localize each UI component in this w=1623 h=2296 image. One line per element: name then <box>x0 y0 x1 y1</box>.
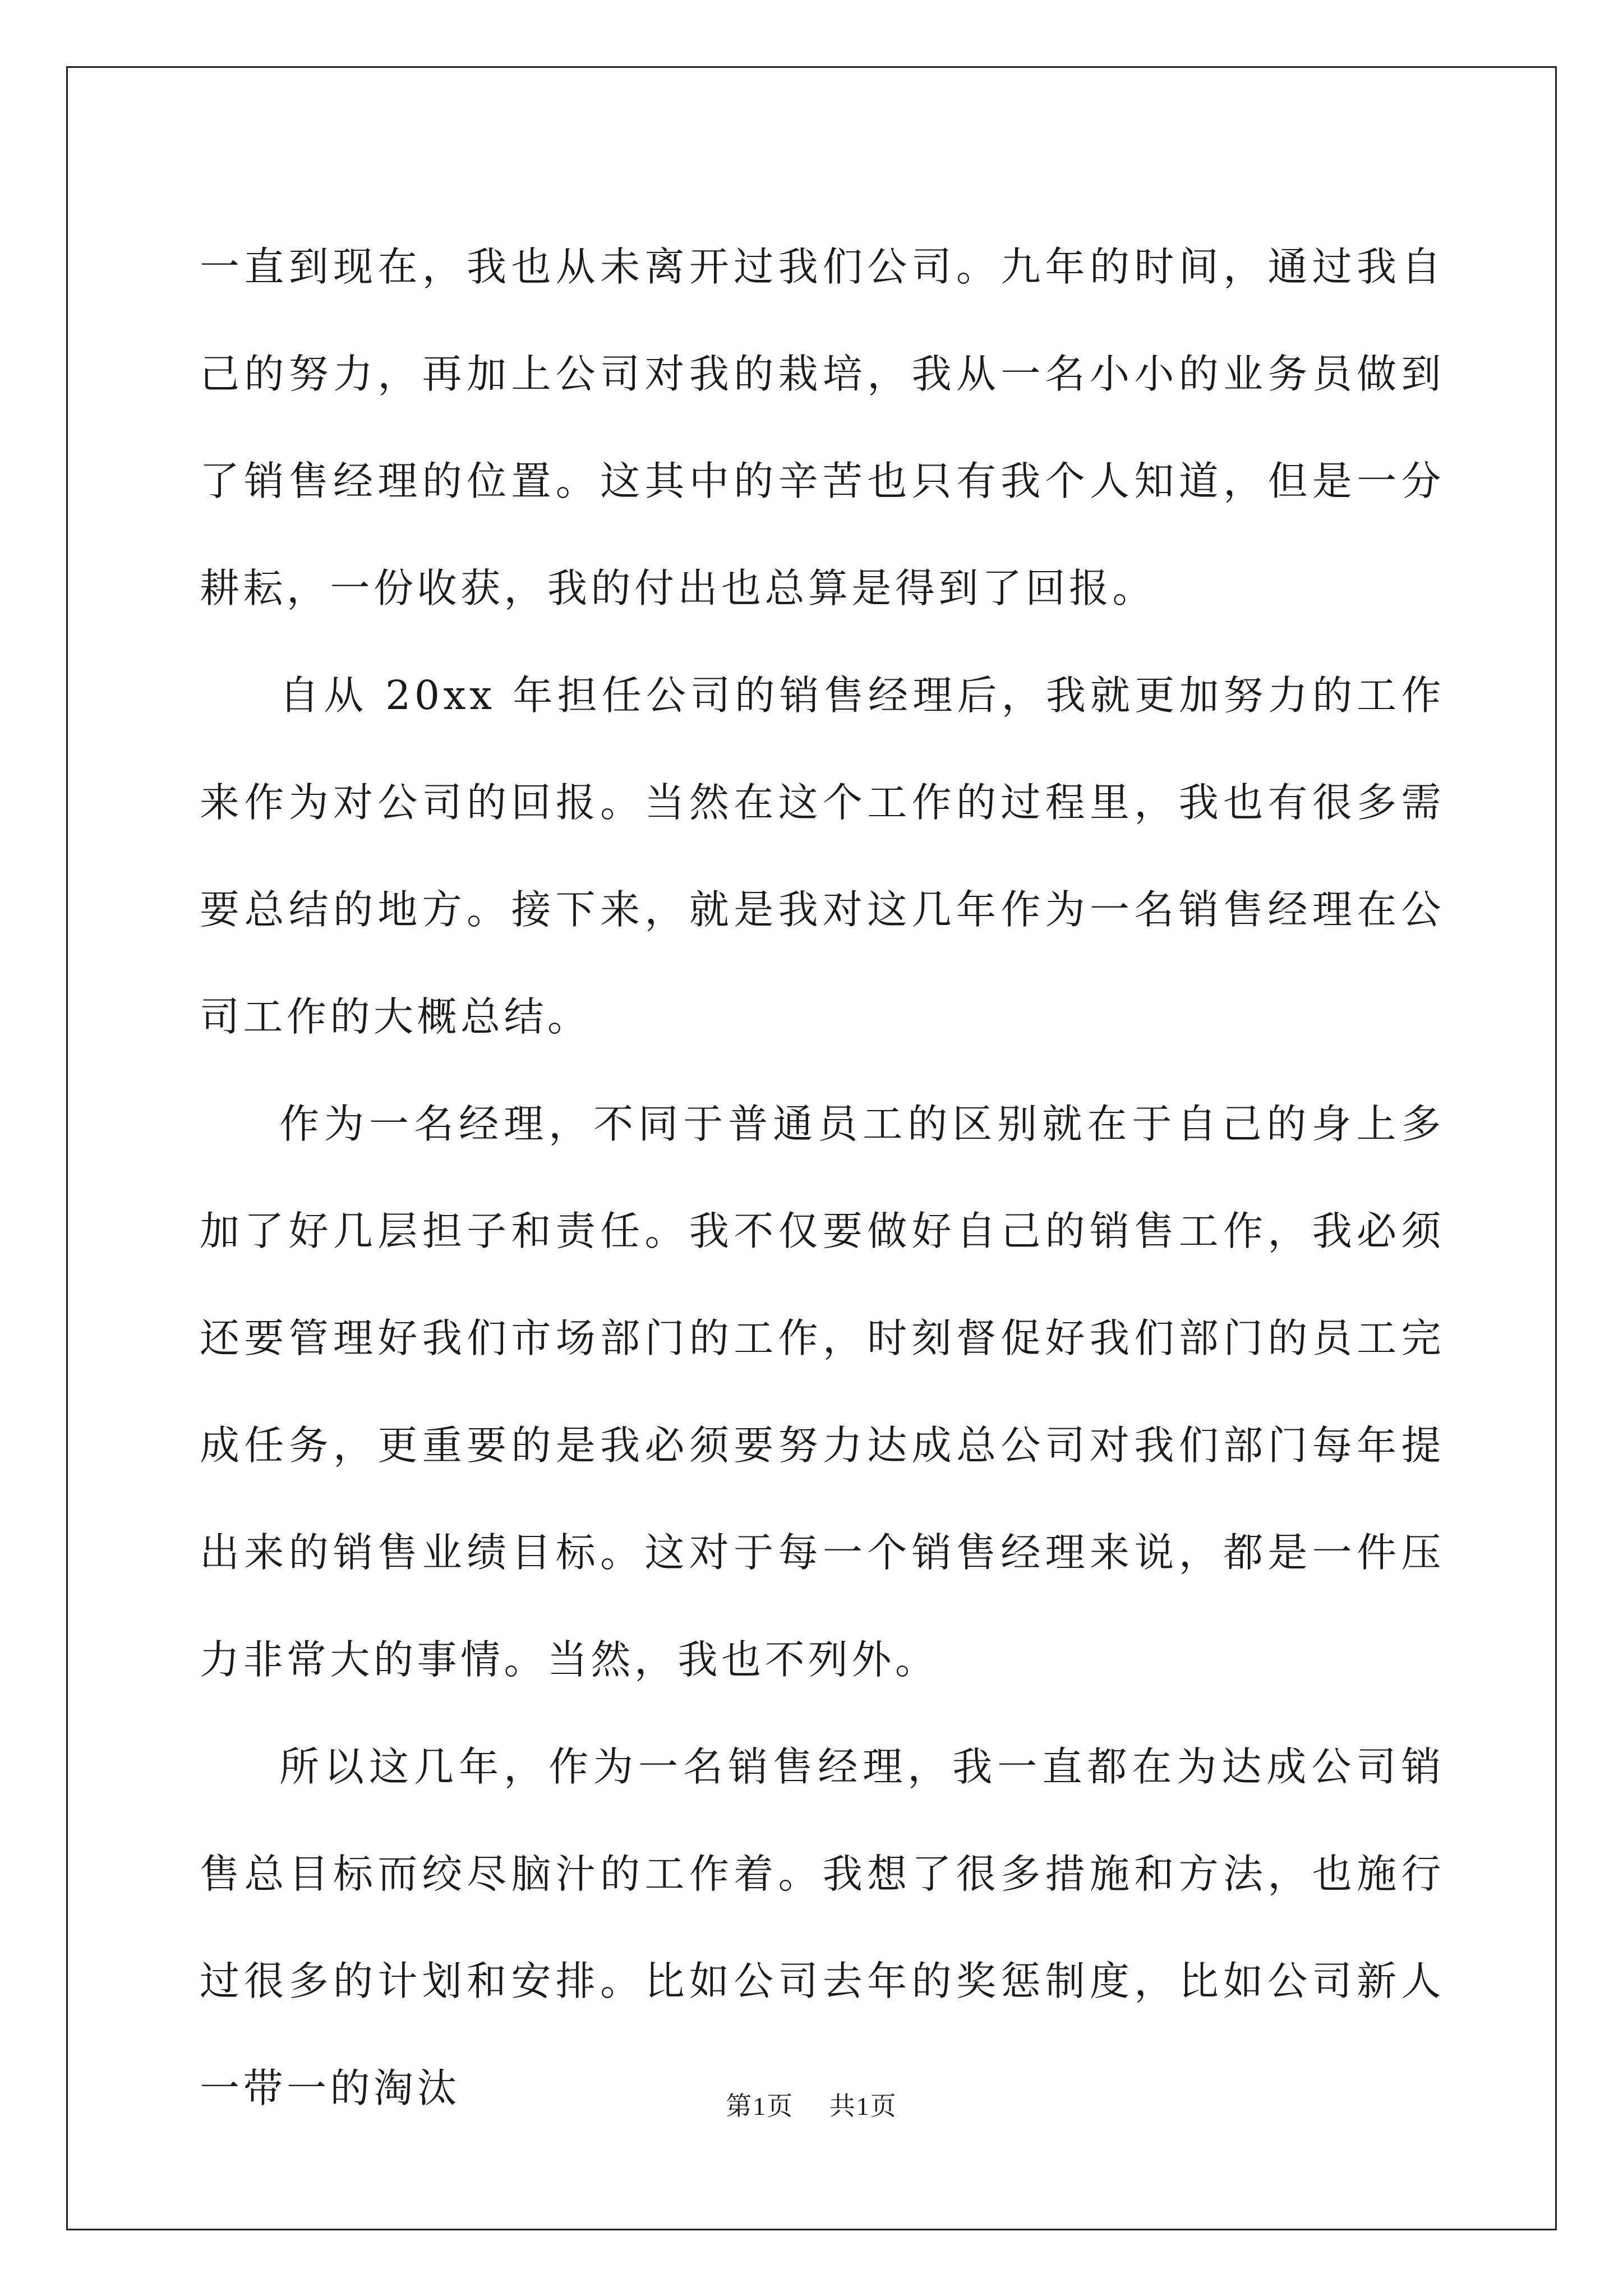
paragraph-2: 自从 20xx 年担任公司的销售经理后，我就更加努力的工作来作为对公司的回报。当然在这个工作的过程里，我也有很多需要总结的地方。接下来，就是我对这几年作为一名销售经理在公司工作的大概总结。 <box>200 672 1445 1040</box>
paragraph-4: 所以这几年，作为一名销售经理，我一直都在为达成公司销售总目标而绞尽脑汁的工作着。我想了很多措施和方法，也施行过很多的计划和安排。比如公司去年的奖惩制度，比如公司新人一带一的淘汰 <box>200 1743 1445 2111</box>
page-footer <box>0 2086 1623 2123</box>
page-total: 共1页 <box>829 2092 897 2120</box>
page-number: 第1页 <box>726 2092 794 2120</box>
document-body <box>200 213 1445 2142</box>
paragraph-1: 一直到现在，我也从未离开过我们公司。九年的时间，通过我自己的努力，再加上公司对我的栽培，我从一名小小的业务员做到了销售经理的位置。这其中的辛苦也只有我个人知道，但是一分耕耘，一份收获，我的付出也总算是得到了回报。 <box>200 243 1445 611</box>
paragraph-3: 作为一名经理，不同于普通员工的区别就在于自己的身上多加了好几层担子和责任。我不仅要做好自己的销售工作，我必须还要管理好我们市场部门的工作，时刻督促好我们部门的员工完成任务，更重要的是我必须要努力达成总公司对我们部门每年提出来的销售业绩目标。这对于每一个销售经理来说，都是一件压力非常大的事情。当然，我也不列外。 <box>200 1101 1445 1683</box>
